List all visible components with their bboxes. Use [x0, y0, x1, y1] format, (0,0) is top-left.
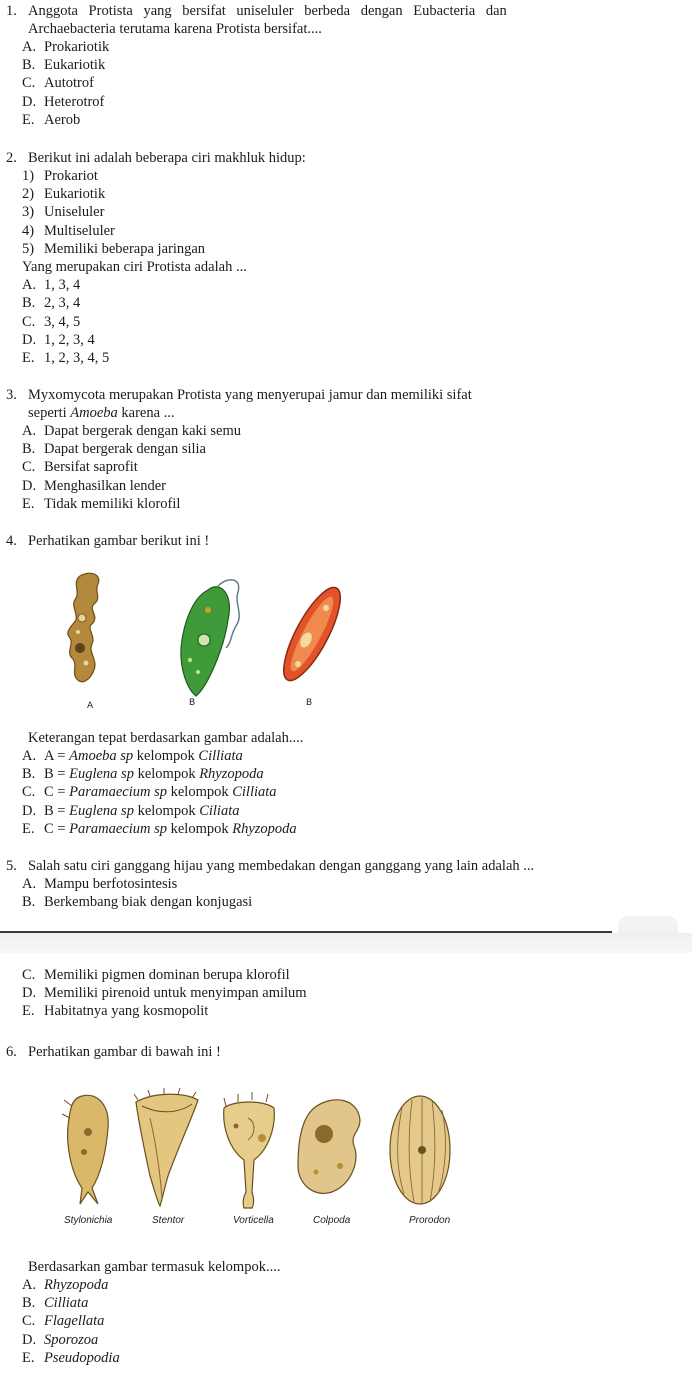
question-text: Berikut ini adalah beberapa ciri makhluk hidup:: [28, 150, 306, 166]
question-4: [0, 532, 692, 550]
option-a[interactable]: A. Prokariotik: [22, 39, 110, 55]
question-3: [0, 386, 692, 513]
option-e[interactable]: E. C = Paramaecium sp kelompok Rhyzopoda: [22, 820, 297, 837]
option-a[interactable]: A. Mampu berfotosintesis: [22, 876, 178, 892]
option-e[interactable]: E. Pseudopodia: [22, 1349, 120, 1366]
question-4-answers: [0, 729, 692, 838]
option-d[interactable]: D. Memiliki pirenoid untuk menyimpan amilum: [22, 985, 307, 1002]
question-stem: [0, 1043, 692, 1061]
option-d[interactable]: D. Heterotrof: [22, 93, 105, 110]
protista-figure: [58, 568, 348, 708]
colpoda-illustration: [298, 1100, 360, 1194]
statement-list: [0, 167, 692, 276]
option-e[interactable]: E. Aerob: [22, 111, 81, 128]
option-b[interactable]: B. Cilliata: [22, 1295, 89, 1312]
question-number: 6.: [6, 1044, 17, 1060]
figure-label-prorodon: Prorodon: [409, 1215, 451, 1226]
option-e[interactable]: E. Habitatnya yang kosmopolit: [22, 1003, 209, 1020]
option-b[interactable]: B. B = Euglena sp kelompok Rhyzopoda: [22, 766, 264, 783]
option-d[interactable]: D. Sporozoa: [22, 1331, 99, 1348]
statement-item: 2) Eukariotik: [22, 186, 106, 203]
option-c[interactable]: C. C = Paramaecium sp kelompok Cilliata: [22, 784, 277, 801]
question-text-line2: seperti Amoeba karena ...: [28, 405, 175, 421]
question-number: 4.: [6, 533, 17, 549]
option-d[interactable]: D. B = Euglena sp kelompok Ciliata: [22, 802, 240, 819]
option-e[interactable]: E. 1, 2, 3, 4, 5: [22, 350, 110, 367]
vorticella-illustration: [224, 1092, 275, 1208]
option-e[interactable]: E. Tidak memiliki klorofil: [22, 495, 181, 512]
statement-item: 3) Uniseluler: [22, 204, 105, 221]
amoeba-illustration: [68, 573, 99, 682]
question-6-answers: [0, 1258, 692, 1367]
question-number: 5.: [6, 858, 17, 874]
statement-item: 5) Memiliki beberapa jaringan: [22, 240, 206, 257]
question-number: 2.: [6, 150, 17, 166]
question-number: 1.: [6, 3, 17, 19]
option-a[interactable]: A. Dapat bergerak dengan kaki semu: [22, 423, 242, 439]
question-text-line1: Myxomycota merupakan Protista yang menyerupai jamur dan memiliki sifat: [28, 387, 472, 403]
question-2: [0, 149, 692, 367]
question-text: Perhatikan gambar di bawah ini !: [28, 1044, 221, 1060]
stentor-illustration: [134, 1088, 198, 1206]
figure-label-colpoda: Colpoda: [313, 1215, 351, 1226]
ciliata-figure: [58, 1088, 454, 1212]
question-prompt: Keterangan tepat berdasarkan gambar adalah....: [28, 730, 304, 746]
question-prompt: Yang merupakan ciri Protista adalah ...: [22, 259, 247, 276]
option-c[interactable]: C. Bersifat saprofit: [22, 459, 138, 476]
option-d[interactable]: D. Menghasilkan lender: [22, 477, 167, 494]
option-c[interactable]: C. 3, 4, 5: [22, 313, 81, 330]
option-b[interactable]: B. Eukariotik: [22, 57, 106, 74]
question-number: 3.: [6, 387, 17, 403]
statement-item: 4) Multiseluler: [22, 222, 115, 239]
option-a[interactable]: A. A = Amoeba sp kelompok Cilliata: [22, 748, 243, 764]
options-list: [0, 747, 692, 838]
figure-label-b: B: [189, 698, 196, 708]
page-break-gap: [0, 933, 692, 953]
euglena-illustration: [181, 580, 239, 696]
option-b[interactable]: B. Dapat bergerak dengan silia: [22, 441, 206, 458]
question-text: Salah satu ciri ganggang hijau yang membedakan dengan ganggang yang lain adalah ...: [28, 858, 535, 874]
options-list: [0, 1276, 692, 1367]
figure-label-a: A: [87, 701, 94, 711]
question-5: [0, 857, 692, 911]
option-b[interactable]: B. 2, 3, 4: [22, 295, 81, 312]
option-a[interactable]: A. 1, 3, 4: [22, 277, 81, 294]
prorodon-illustration: [390, 1096, 450, 1204]
question-text: Perhatikan gambar berikut ini !: [28, 533, 210, 549]
paramaecium-illustration: [273, 581, 348, 688]
figure-label-stylonichia: Stylonichia: [64, 1215, 113, 1226]
question-prompt: Berdasarkan gambar termasuk kelompok....: [28, 1259, 281, 1275]
question-text-line1: Anggota Protista yang bersifat uniseluler berbeda dengan Eubacteria dan: [28, 3, 507, 19]
option-c[interactable]: C. Memiliki pigmen dominan berupa klorofil: [22, 967, 290, 983]
options-list: [0, 422, 692, 513]
question-text-line2: Archaebacteria terutama karena Protista bersifat....: [28, 21, 322, 37]
question-stem: [0, 532, 692, 550]
option-b[interactable]: B. Berkembang biak dengan konjugasi: [22, 894, 253, 911]
question-stem: [0, 2, 692, 20]
options-list: [0, 38, 692, 129]
options-list-part2: [0, 966, 692, 1021]
option-a[interactable]: A. Rhyzopoda: [22, 1277, 109, 1293]
figure-label-c: B: [306, 698, 313, 708]
question-5-continued: [0, 966, 692, 1021]
question-6: [0, 1043, 692, 1061]
question-stem: [0, 149, 692, 167]
option-c[interactable]: C. Flagellata: [22, 1313, 105, 1330]
question-stem: [0, 857, 692, 875]
option-c[interactable]: C. Autotrof: [22, 75, 94, 92]
figure-label-vorticella: Vorticella: [233, 1215, 274, 1226]
options-list: [0, 276, 692, 367]
statement-item: 1) Prokariot: [22, 168, 98, 184]
options-list-part1: [0, 875, 692, 911]
question-1: [0, 2, 692, 129]
option-d[interactable]: D. 1, 2, 3, 4: [22, 331, 95, 348]
stylonichia-illustration: [62, 1095, 108, 1204]
figure-label-stentor: Stentor: [152, 1215, 185, 1226]
question-stem: [0, 386, 692, 404]
